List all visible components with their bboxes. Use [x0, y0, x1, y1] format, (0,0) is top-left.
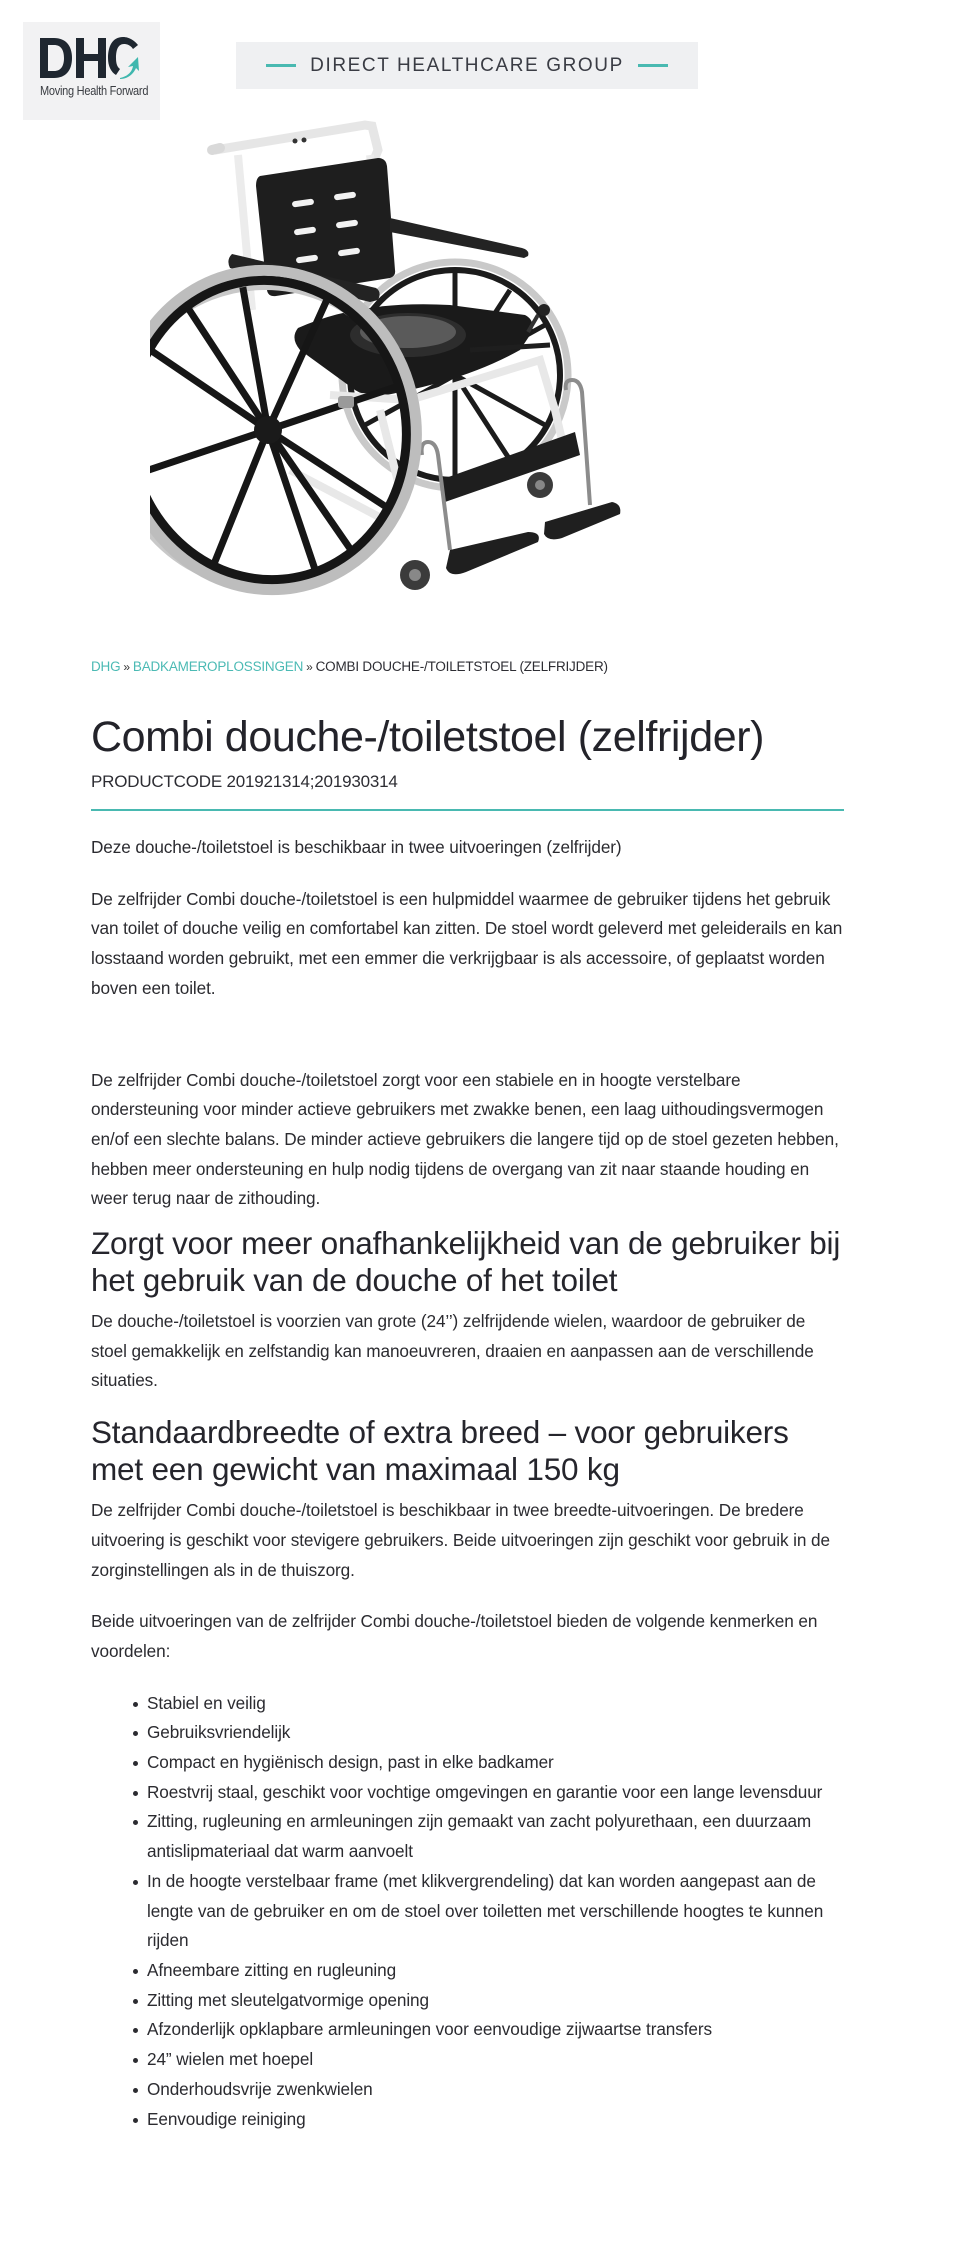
feature-item: Roestvrij staal, geschikt voor vochtige omgevingen en garantie voor een lange levensduur	[147, 1778, 844, 1808]
feature-item: Zitting, rugleuning en armleuningen zijn gemaakt van zacht polyurethaan, een duurzaam antislipmateriaal dat warm aanvoelt	[147, 1807, 844, 1866]
banner-dash-left	[266, 64, 296, 67]
feature-item: Afneembare zitting en rugleuning	[147, 1956, 844, 1986]
section-heading-independence: Zorgt voor meer onafhankelijkheid van de gebruiker bij het gebruik van de douche of het toilet	[91, 1225, 841, 1298]
title-divider	[91, 809, 844, 811]
intro-paragraph: Deze douche-/toiletstoel is beschikbaar in twee uitvoeringen (zelfrijder)	[91, 837, 622, 857]
features-list	[91, 1689, 844, 2135]
breadcrumb	[91, 655, 844, 679]
feature-item: Onderhoudsvrije zwenkwielen	[147, 2075, 844, 2105]
feature-item: Gebruiksvriendelijk	[147, 1718, 844, 1748]
section-text-width: De zelfrijder Combi douche-/toiletstoel is beschikbaar in twee breedte-uitvoeringen. De bredere uitvoering is geschikt voor stevigere gebruikers. Beide uitvoeringen zijn geschikt voor gebruik in de zorginstellingen als in de thuiszorg.	[91, 1500, 830, 1580]
product-code: PRODUCTCODE 201921314;201930314	[91, 772, 398, 791]
product-content	[91, 655, 844, 2134]
feature-item: Stabiel en veilig	[147, 1689, 844, 1719]
shower-commode-wheelchair-image	[150, 110, 650, 610]
feature-item: In de hoogte verstelbaar frame (met klikvergrendeling) dat kan worden aangepast aan de lengte van de gebruiker en om de stoel over toiletten met verschillende hoogtes te kunnen rijden	[147, 1867, 844, 1956]
breadcrumb-separator-icon: »	[306, 660, 313, 674]
breadcrumb-current: COMBI DOUCHE-/TOILETSTOEL (ZELFRIJDER)	[315, 659, 608, 674]
brand-banner	[236, 42, 698, 89]
page-title: Combi douche-/toiletstoel (zelfrijder)	[91, 713, 765, 761]
feature-item: Compact en hygiënisch design, past in elke badkamer	[147, 1748, 844, 1778]
breadcrumb-link-badkameroplossingen[interactable]: BADKAMEROPLOSSINGEN	[132, 659, 304, 674]
description-paragraph: De zelfrijder Combi douche-/toiletstoel is een hulpmiddel waarmee de gebruiker tijdens het gebruik van toilet of douche veilig en comfortabel kan zitten. De stoel wordt geleverd met geleiderails en kan losstaand worden gebruikt, met een emmer die verkrijgbaar is als accessoire, of geplaatst worden boven een toilet.	[91, 888, 843, 998]
feature-item: Afzonderlijk opklapbare armleuningen voor eenvoudige zijwaartse transfers	[147, 2015, 844, 2045]
section-heading-width: Standaardbreedte of extra breed – voor gebruikers met een gewicht van maximaal 150 kg	[91, 1414, 789, 1487]
banner-title: DIRECT HEALTHCARE GROUP	[310, 54, 624, 76]
logo-tagline: Moving Health Forward	[40, 84, 149, 98]
logo-background-strip	[23, 106, 96, 120]
breadcrumb-link-dhg[interactable]: DHG	[91, 659, 121, 674]
banner-dash-right	[638, 64, 668, 67]
feature-item: Zitting met sleutelgatvormige opening	[147, 1986, 844, 2016]
features-intro: Beide uitvoeringen van de zelfrijder Combi douche-/toiletstoel bieden de volgende kenmerken en voordelen:	[91, 1611, 818, 1661]
feature-item: 24” wielen met hoepel	[147, 2045, 844, 2075]
support-paragraph: De zelfrijder Combi douche-/toiletstoel zorgt voor een stabiele en in hoogte verstelbare ondersteuning voor minder actieve gebruikers met zwakke benen, een laag uithoudingsvermogen en/of een slechte balans. De minder actieve gebruikers die langere tijd op de stoel gezeten hebben, hebben meer ondersteuning en hulp nodig tijdens de overgang van zit naar staande houding en weer terug naar de zithouding.	[91, 1069, 839, 1209]
dhg-logo[interactable]	[23, 22, 160, 120]
feature-item: Eenvoudige reiniging	[147, 2105, 844, 2135]
dhg-logo-mark-icon	[40, 36, 140, 80]
breadcrumb-separator-icon: »	[123, 660, 130, 674]
section-text-independence: De douche-/toiletstoel is voorzien van grote (24’’) zelfrijdende wielen, waardoor de gebruiker de stoel gemakkelijk en zelfstandig kan manoeuvreren, draaien en aanpassen aan de verschillende situaties.	[91, 1311, 814, 1391]
